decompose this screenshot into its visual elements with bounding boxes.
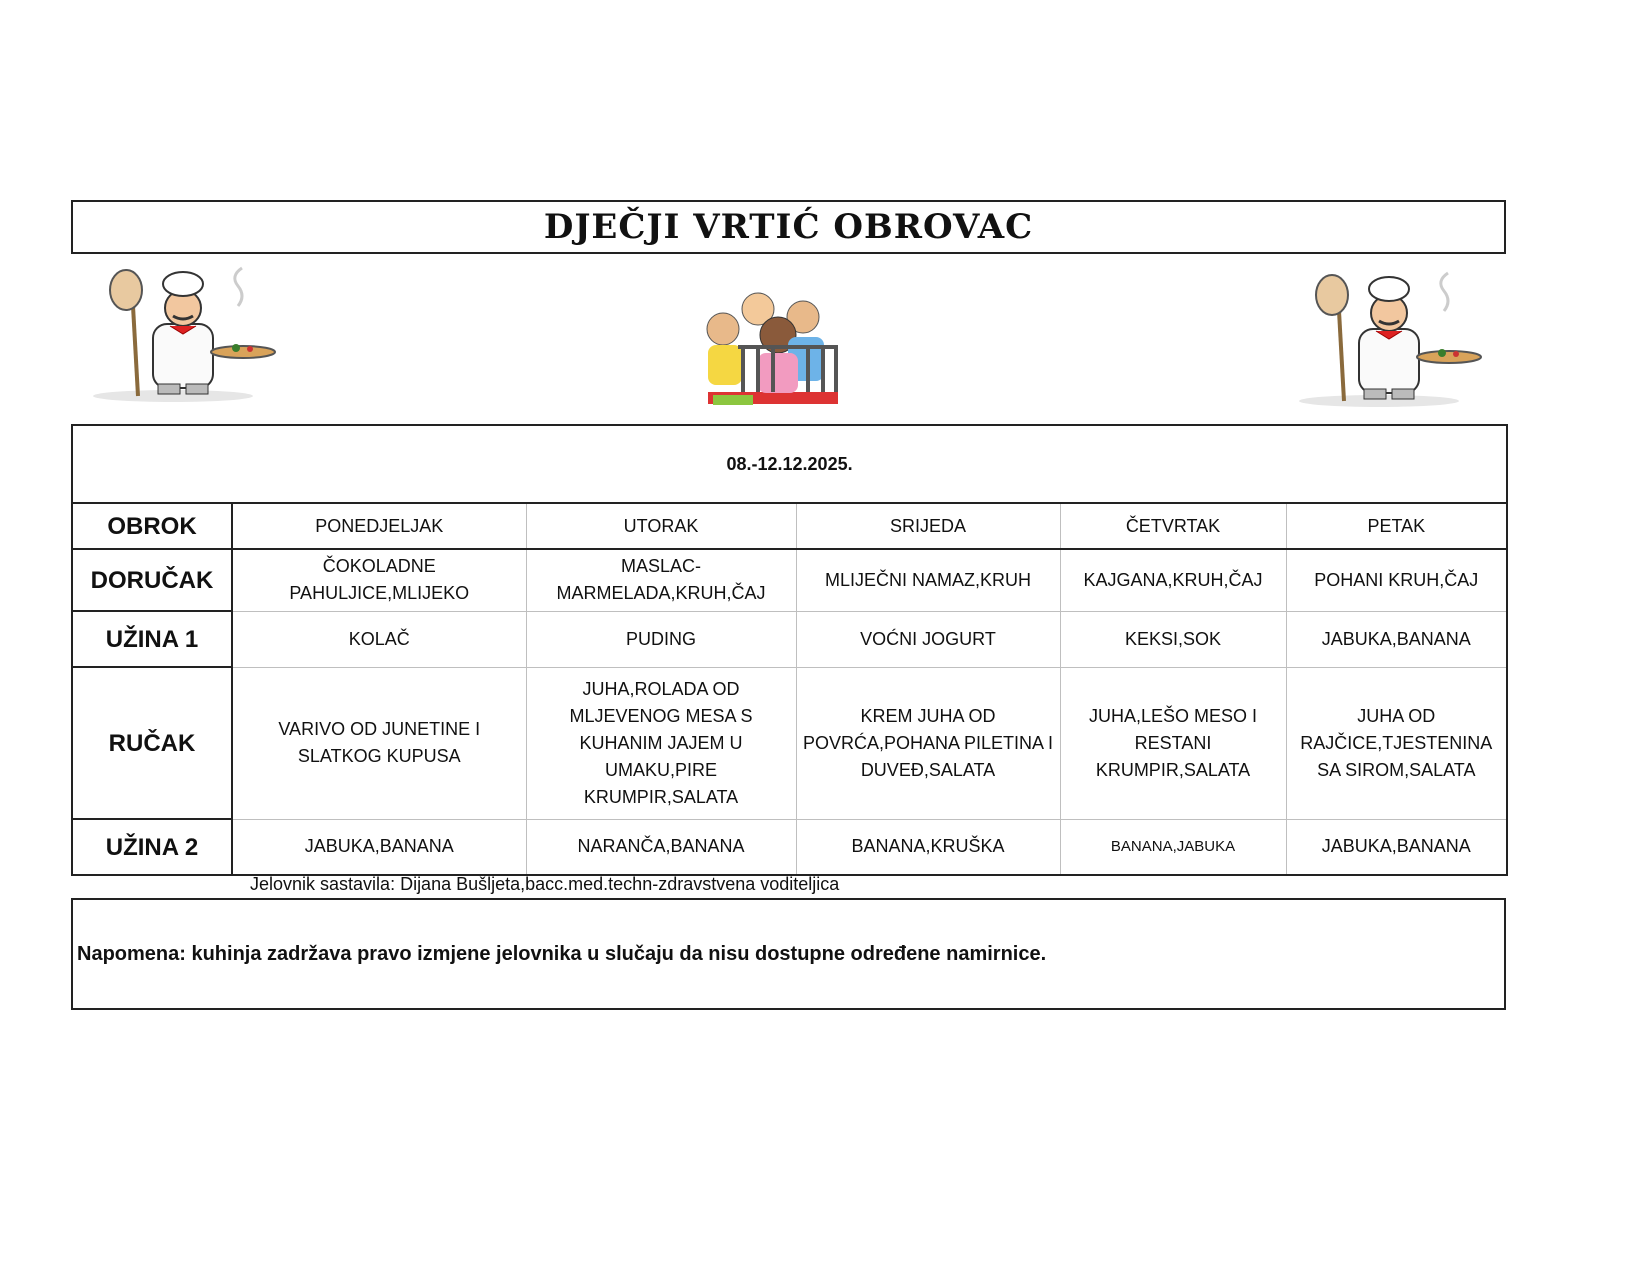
menu-cell: KAJGANA,KRUH,ČAJ <box>1060 549 1286 611</box>
day-header: PETAK <box>1286 503 1507 549</box>
day-header: SRIJEDA <box>796 503 1060 549</box>
menu-cell: JABUKA,BANANA <box>1286 819 1507 875</box>
meal-label: DORUČAK <box>72 549 232 611</box>
meal-label: UŽINA 2 <box>72 819 232 875</box>
menu-cell: PUDING <box>526 611 796 667</box>
date-range: 08.-12.12.2025. <box>72 425 1507 503</box>
menu-cell: MLIJEČNI NAMAZ,KRUH <box>796 549 1060 611</box>
page-title: DJEČJI VRTIĆ OBROVAC <box>543 207 1034 247</box>
meal-label: RUČAK <box>72 667 232 819</box>
day-header: UTORAK <box>526 503 796 549</box>
menu-author: Jelovnik sastavila: Dijana Bušljeta,bacc.med.techn-zdravstvena voditeljica <box>250 874 840 894</box>
menu-cell: JABUKA,BANANA <box>1286 611 1507 667</box>
day-header: PONEDJELJAK <box>232 503 526 549</box>
menu-cell: JABUKA,BANANA <box>232 819 526 875</box>
children-icon <box>688 287 858 412</box>
menu-cell: ČOKOLADNE PAHULJICE,MLIJEKO <box>232 549 526 611</box>
day-header: ČETVRTAK <box>1060 503 1286 549</box>
menu-cell: BANANA,JABUKA <box>1060 819 1286 875</box>
table-row <box>72 611 1507 667</box>
title-box <box>71 200 1506 254</box>
menu-cell: VARIVO OD JUNETINE I SLATKOG KUPUSA <box>232 667 526 819</box>
table-row <box>72 819 1507 875</box>
header-row <box>72 503 1507 549</box>
menu-cell: KREM JUHA OD POVRĆA,POHANA PILETINA I DUVEĐ,SALATA <box>796 667 1060 819</box>
note-text: Napomena: kuhinja zadržava pravo izmjene jelovnika u slučaju da nisu dostupne određene namirnice. <box>77 942 1047 965</box>
menu-cell: KOLAČ <box>232 611 526 667</box>
menu-cell: MASLAC-MARMELADA,KRUH,ČAJ <box>526 549 796 611</box>
table-row <box>72 667 1507 819</box>
menu-table <box>71 424 1508 876</box>
note-box <box>71 898 1506 1010</box>
chef-right-icon <box>1284 271 1484 411</box>
menu-cell: VOĆNI JOGURT <box>796 611 1060 667</box>
menu-cell: NARANČA,BANANA <box>526 819 796 875</box>
chef-left-icon <box>78 266 278 406</box>
menu-cell: BANANA,KRUŠKA <box>796 819 1060 875</box>
table-row <box>72 549 1507 611</box>
menu-cell: KEKSI,SOK <box>1060 611 1286 667</box>
menu-cell: JUHA OD RAJČICE,TJESTENINA SA SIROM,SALATA <box>1286 667 1507 819</box>
menu-cell: JUHA,ROLADA OD MLJEVENOG MESA S KUHANIM JAJEM U UMAKU,PIRE KRUMPIR,SALATA <box>526 667 796 819</box>
menu-cell: JUHA,LEŠO MESO I RESTANI KRUMPIR,SALATA <box>1060 667 1286 819</box>
meal-header: OBROK <box>72 503 232 549</box>
meal-label: UŽINA 1 <box>72 611 232 667</box>
menu-cell: POHANI KRUH,ČAJ <box>1286 549 1507 611</box>
